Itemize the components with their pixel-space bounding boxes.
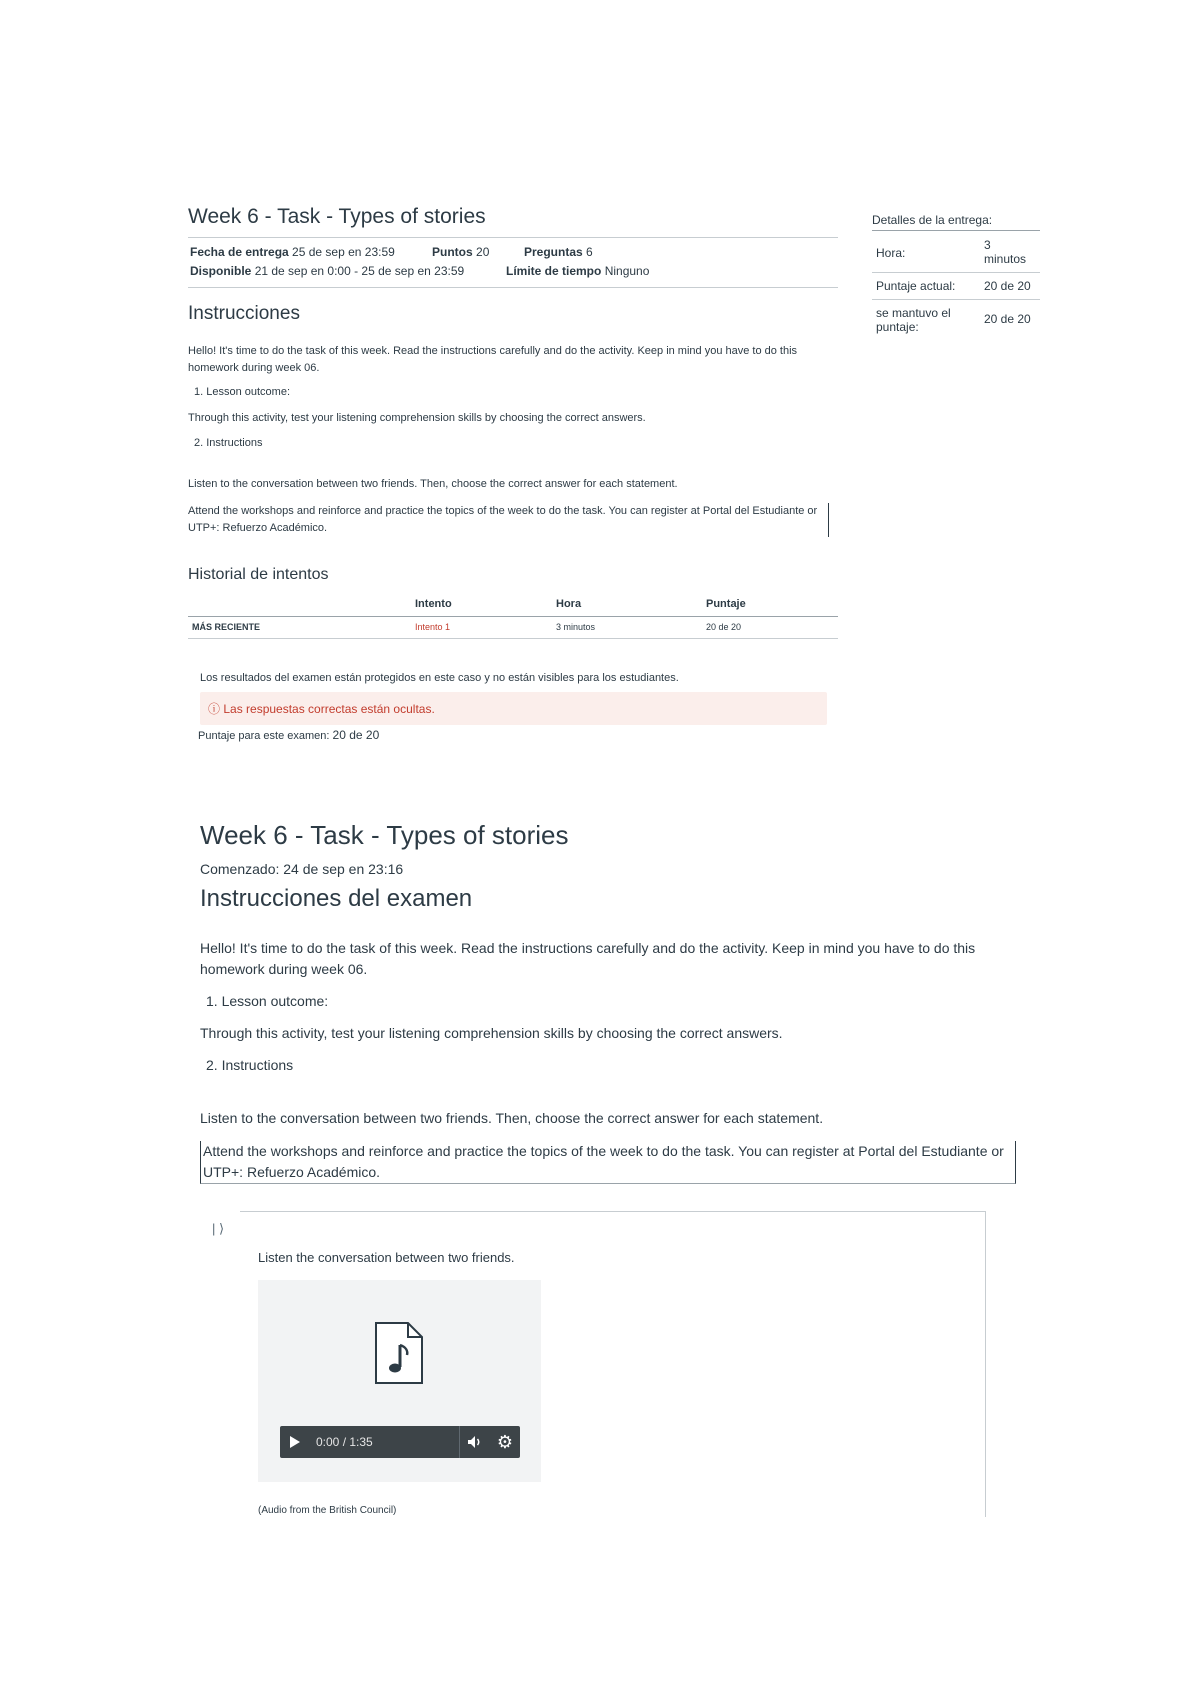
summary-title: Week 6 - Task - Types of stories	[188, 205, 486, 228]
lesson-outcome-item: 1. Lesson outcome:	[194, 386, 291, 398]
details-label: se mantuvo el puntaje:	[876, 306, 951, 334]
points: Puntos 20	[432, 245, 490, 259]
quiz-started: Comenzado: 24 de sep en 23:16	[200, 861, 404, 877]
divider	[188, 237, 838, 238]
quiz-instructions-heading: Instrucciones del examen	[200, 885, 473, 912]
details-row	[872, 273, 1040, 300]
divider	[188, 616, 838, 617]
submission-details-heading: Detalles de la entrega:	[872, 213, 993, 227]
history-row-score: 20 de 20	[706, 622, 742, 632]
instructions-item: 2. Instructions	[194, 437, 263, 449]
divider	[188, 287, 838, 288]
due-date: Fecha de entrega 25 de sep en 23:59	[190, 245, 395, 259]
details-row	[872, 232, 1040, 273]
instructions-heading: Instrucciones	[188, 303, 300, 324]
quiz-lesson-outcome-item: 1. Lesson outcome:	[206, 993, 329, 1009]
volume-icon	[467, 1435, 483, 1449]
audio-file-icon	[374, 1321, 424, 1385]
flag-icon[interactable]: | ⟩	[212, 1221, 225, 1236]
history-heading: Historial de intentos	[188, 566, 329, 583]
protected-results-text: Los resultados del examen están protegidos en este caso y no están visibles para los estudiantes.	[200, 672, 679, 684]
details-label: Hora:	[872, 232, 980, 273]
audio-credit: (Audio from the British Council)	[258, 1505, 397, 1516]
audio-player	[280, 1426, 520, 1458]
history-col-score: Puntaje	[706, 598, 746, 610]
quiz-intro: Hello! It's time to do the task of this week. Read the instructions carefully and do the activity. Keep in mind you have to do this homework during week 06.	[200, 940, 976, 977]
available-dates: Disponible 21 de sep en 0:00 - 25 de sep en 23:59	[190, 264, 465, 278]
quiz-workshop-note: Attend the workshops and reinforce and practice the topics of the week to do the task. You can register at Portal del Estudiante or UTP+: Refuerzo Académico.	[200, 1141, 1016, 1184]
history-col-time: Hora	[556, 598, 582, 610]
instructions-intro: Hello! It's time to do the task of this week. Read the instructions carefully and do the activity. Keep in mind you have to do this homework during week 06.	[188, 345, 798, 374]
workshop-note: Attend the workshops and reinforce and practice the topics of the week to do the task. You can register at Portal del Estudiante or UTP+: Refuerzo Académico.	[188, 503, 829, 537]
questions-count: Preguntas 6	[524, 245, 593, 259]
question-prompt: Listen the conversation between two friends.	[258, 1250, 515, 1265]
details-value: 20 de 20	[980, 273, 1040, 300]
time-limit: Límite de tiempo Ninguno	[506, 264, 650, 278]
quiz-instructions-item: 2. Instructions	[206, 1057, 294, 1073]
audio-panel	[258, 1280, 541, 1482]
divider	[872, 230, 1040, 231]
listen-instruction: Listen to the conversation between two friends. Then, choose the correct answer for each statement.	[188, 478, 678, 490]
quiz-outcome-text: Through this activity, test your listening comprehension skills by choosing the correct answers.	[200, 1025, 783, 1041]
exam-score: Puntaje para este examen: 20 de 20	[198, 728, 380, 742]
details-row	[872, 300, 1040, 341]
gear-icon: ⚙	[496, 1432, 514, 1452]
info-icon: ⓘ	[208, 702, 224, 716]
history-row-label: MÁS RECIENTE	[192, 622, 261, 632]
submission-details-table	[872, 232, 1040, 340]
history-row-time: 3 minutos	[556, 622, 596, 632]
hidden-answers-alert: ⓘ Las respuestas correctas están ocultas.	[200, 692, 827, 725]
audio-time[interactable]: 0:00 / 1:35	[316, 1435, 373, 1449]
history-row-attempt-link[interactable]: Intento 1	[415, 622, 451, 632]
outcome-text: Through this activity, test your listening comprehension skills by choosing the correct answers.	[188, 412, 646, 424]
play-icon	[289, 1435, 301, 1449]
history-col-attempt: Intento	[415, 598, 452, 610]
volume-button[interactable]	[460, 1426, 490, 1458]
quiz-title: Week 6 - Task - Types of stories	[200, 820, 569, 850]
settings-button[interactable]	[490, 1426, 520, 1458]
play-button[interactable]	[280, 1426, 310, 1458]
details-value: 20 de 20	[984, 312, 1031, 326]
details-value: 3 minutos	[980, 232, 1040, 273]
quiz-listen-instruction: Listen to the conversation between two friends. Then, choose the correct answer for each statement.	[200, 1110, 824, 1126]
divider	[188, 638, 838, 639]
details-label: Puntaje actual:	[872, 273, 980, 300]
